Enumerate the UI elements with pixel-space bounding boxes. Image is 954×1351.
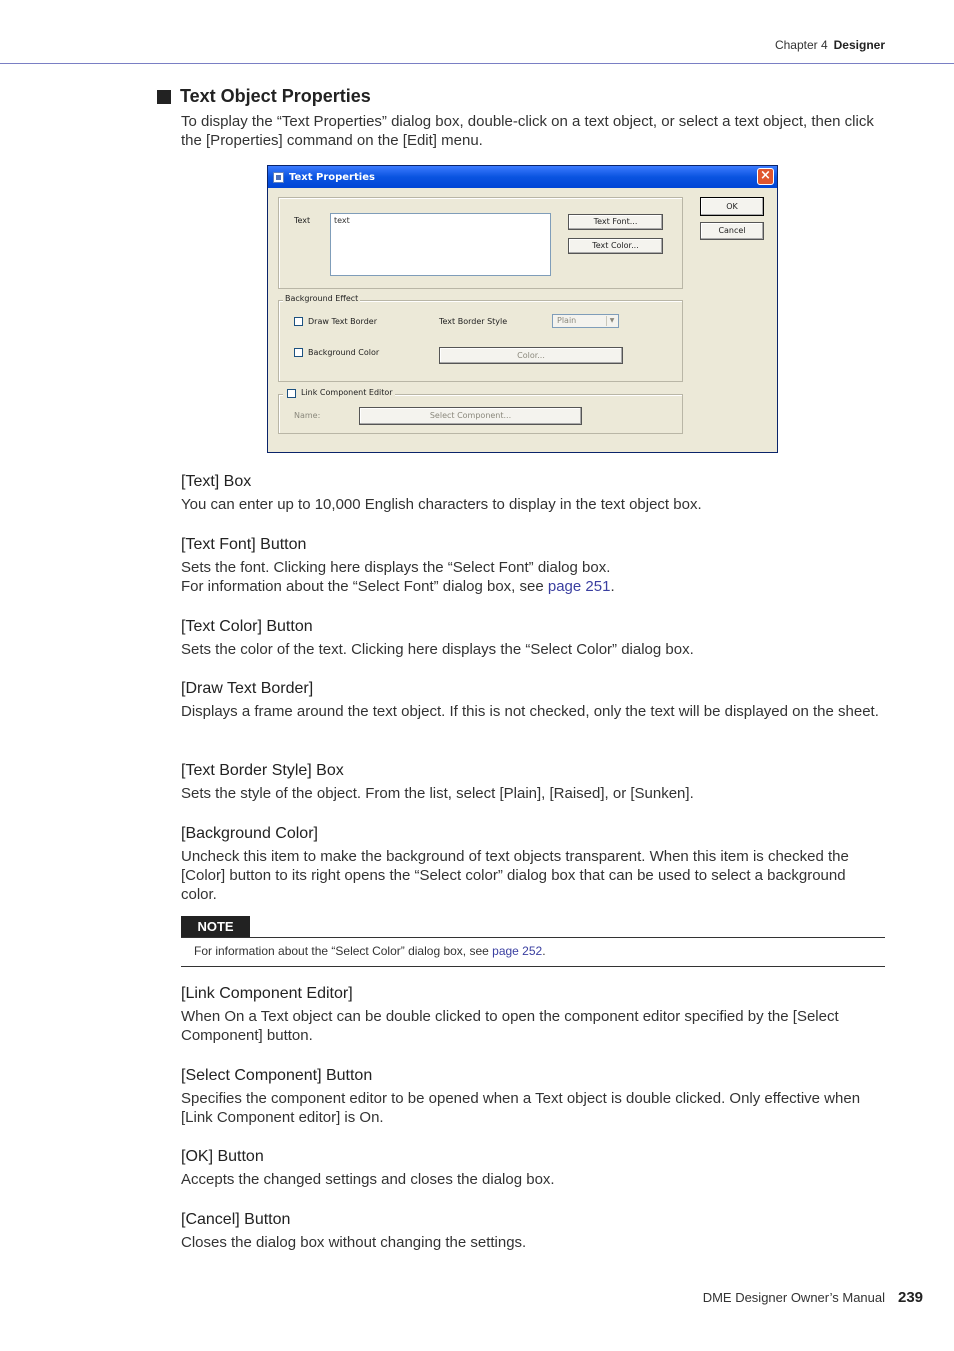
text-input[interactable]: text: [330, 213, 551, 276]
item-link-component-editor: [181, 984, 885, 1045]
note-text-body: .: [542, 944, 546, 958]
page-251-link[interactable]: page 251: [547, 578, 611, 595]
item-ok-button: [181, 1147, 885, 1189]
item-body: When On a Text object can be double clicked to open the component editor specified by the [Select Component] button.: [181, 1008, 839, 1044]
color-button[interactable]: Color...: [439, 347, 623, 364]
name-label: Name:: [294, 411, 321, 420]
item-heading: [Background Color]: [181, 825, 318, 842]
item-text-box: [181, 472, 885, 514]
chapter-section: Designer: [833, 38, 885, 52]
item-body: Displays a frame around the text object. If this is not checked, only the text will be displayed on the sheet.: [181, 703, 879, 720]
item-cancel-button: [181, 1210, 885, 1252]
item-heading: [Text] Box: [181, 473, 252, 490]
background-color-checkbox[interactable]: [294, 348, 303, 357]
link-component-checkbox[interactable]: [287, 389, 296, 398]
item-heading: [Text Border Style] Box: [181, 762, 344, 779]
close-icon[interactable]: ×: [757, 168, 774, 185]
section-title: [157, 86, 371, 107]
item-body: Sets the color of the text. Clicking here displays the “Select Color” dialog box.: [181, 641, 694, 658]
item-draw-text-border: [181, 679, 885, 721]
item-body: [181, 558, 885, 596]
note-badge: NOTE: [181, 916, 250, 937]
item-body: Uncheck this item to make the background of text objects transparent. When this item is checked the [Color] button to its right opens the “Select color” dialog box that can be used to select a background color.: [181, 848, 849, 903]
square-bullet-icon: [157, 90, 171, 104]
background-effect-legend: Background Effect: [285, 294, 359, 303]
item-text-color-button: [181, 617, 885, 659]
item-body: You can enter up to 10,000 English characters to display in the text object box.: [181, 496, 702, 513]
item-text-border-style-box: [181, 761, 885, 803]
footer-manual-title: DME Designer Owner’s Manual: [702, 1290, 885, 1305]
page-252-link[interactable]: page 252: [492, 944, 543, 958]
dialog-title: Text Properties: [289, 171, 375, 183]
item-text-font-button: [181, 535, 885, 596]
note-rule-top: [181, 937, 885, 938]
item-heading: [Draw Text Border]: [181, 680, 314, 697]
link-component-label: Link Component Editor: [301, 388, 393, 397]
section-title-text: Text Object Properties: [180, 86, 371, 106]
background-color-label: Background Color: [308, 348, 380, 357]
select-component-button[interactable]: Select Component...: [359, 407, 582, 425]
text-border-style-select[interactable]: [552, 314, 619, 328]
page-number: 239: [898, 1289, 924, 1306]
text-color-button[interactable]: Text Color...: [568, 238, 663, 254]
intro-paragraph: To display the “Text Properties” dialog box, double-click on a text object, or select a text object, then click the [Properties] command on the [Edit] menu.: [181, 113, 874, 149]
dialog-titlebar: [268, 166, 777, 188]
text-border-style-value: Plain: [557, 316, 577, 325]
item-body: Sets the style of the object. From the list, select [Plain], [Raised], or [Sunken].: [181, 785, 694, 802]
item-heading: [Cancel] Button: [181, 1211, 291, 1228]
item-body-text: For information about the “Select Font” dialog box, see: [181, 578, 548, 595]
item-body-line: Sets the font. Clicking here displays the “Select Font” dialog box.: [181, 559, 611, 576]
note-rule-bottom: [181, 966, 885, 967]
item-heading: [Select Component] Button: [181, 1067, 373, 1084]
note-text-body: For information about the “Select Color” dialog box, see: [194, 944, 493, 958]
item-heading: [Text Font] Button: [181, 536, 307, 553]
text-border-style-label: Text Border Style: [439, 317, 508, 326]
cancel-button[interactable]: Cancel: [700, 222, 764, 240]
chevron-down-icon: ▼: [606, 316, 617, 326]
text-label: Text: [294, 216, 311, 225]
text-properties-dialog: [267, 165, 778, 453]
item-select-component-button: [181, 1066, 885, 1127]
text-font-button[interactable]: Text Font...: [568, 214, 663, 230]
ok-button[interactable]: OK: [700, 197, 764, 216]
item-body-line: [181, 577, 885, 596]
chapter-header: [775, 38, 885, 52]
window-icon: [273, 172, 284, 183]
draw-text-border-label: Draw Text Border: [308, 317, 377, 326]
background-effect-group: [278, 300, 683, 382]
item-heading: [OK] Button: [181, 1148, 264, 1165]
header-rule: [0, 63, 954, 64]
item-body-text: .: [610, 578, 615, 595]
item-body: Accepts the changed settings and closes the dialog box.: [181, 1171, 555, 1188]
item-background-color: [181, 824, 885, 904]
note-text: [194, 944, 546, 958]
chapter-label: Chapter 4: [774, 38, 828, 52]
draw-text-border-checkbox[interactable]: [294, 317, 303, 326]
item-body: Closes the dialog box without changing the settings.: [181, 1234, 527, 1251]
item-heading: [Link Component Editor]: [181, 985, 353, 1002]
item-body: Specifies the component editor to be opened when a Text object is double clicked. Only effective when [Link Component editor] is On.: [181, 1090, 861, 1126]
item-heading: [Text Color] Button: [181, 618, 313, 635]
